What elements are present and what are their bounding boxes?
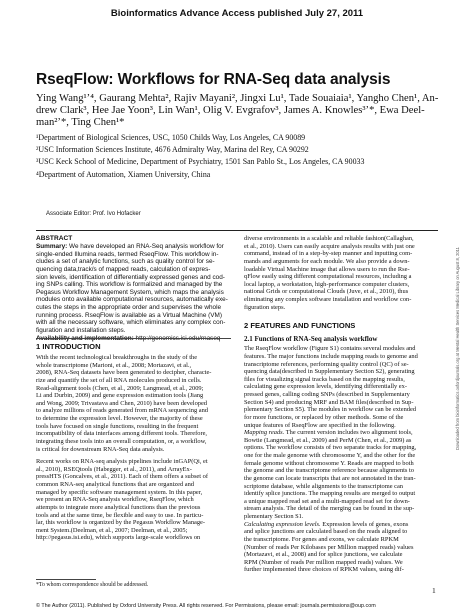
text-line: http://pegasus.isi.edu), which supports large-scale workflows on (36, 534, 201, 542)
copyright-footer: © The Author (2011). Published by Oxford University Press. All rights reserved. For Permissions, please email: journals.permissions@oup.com (36, 603, 376, 609)
text-line: mands and arguments for each module. We also provide a down- (244, 257, 410, 265)
text-line: for more functions, or replaced by other methods. Some of the (244, 413, 404, 421)
text-line: Read-alignment tools (Chen, et al., 2009; Langmead, et al., 2009; (36, 384, 204, 392)
footnote-rule (36, 579, 96, 580)
text-line: rize and quantify the set of all RNA molecules produced in cells. (36, 376, 202, 384)
text-line: to analyze millions of reads generated from mRNA sequencing and (36, 407, 208, 415)
text-line: attempts to integrate more analytical functions than the previous (36, 503, 201, 511)
text-line: (Number of reads Per Kilobases per Million mapped reads) values (244, 543, 414, 551)
text-line: et al., 2010). Users can easily acquire analysis results with just one (244, 242, 415, 250)
text-line: Expression levels of genes, exons (320, 520, 409, 528)
header-rule (36, 230, 438, 231)
abstract-heading: ABSTRACT (36, 235, 73, 242)
text-line: whole transcriptome (Marioni, et al., 2008; Mortazavi, et al., (36, 361, 192, 369)
expression-levels-label: Calculating expression levels. (244, 520, 321, 528)
text-line: transcriptome references, performing quality control (QC) of se- (244, 360, 409, 368)
abstract-line: We have developed an RNA-Seq analysis workflow for (67, 243, 224, 250)
subsection-heading: 2.1 Functions of RNA-Seq analysis workflow (244, 335, 378, 344)
text-line: national Grids or computational Clouds (Juve, et al., 2010), thus (244, 288, 409, 296)
abstract-rule (36, 338, 231, 339)
text-line: one for the male genome with chromosome Y, and the other for the (244, 452, 416, 459)
text-line: Li and Durbin, 2009) and gene expression estimation tools (Jiang (36, 392, 204, 400)
associate-editor: Associate Editor: Prof. Ivo Hofacker (46, 211, 141, 217)
text-line: eliminating any complex software installation and workflow con- (244, 296, 412, 303)
text-line: figuration steps. (244, 303, 286, 311)
text-line: Recent works on RNA-seq analysis pipelines include inGAP(Qi, et (36, 458, 208, 466)
introduction-section (36, 342, 231, 542)
text-line: identify splice junctions. The mapping results are merged to output (244, 490, 416, 498)
text-line: ment System.(Deelman, et al., 2007; Deelman, et al., 2005; (36, 526, 188, 534)
text-line: a unique mapped read set and a multi-mapped read set for down- (244, 497, 410, 505)
availability-link[interactable]: http://genomics.isi.edu/rnaseq (133, 334, 221, 342)
text-line: 2008), RNA-Seq datasets have been generated to decipher, characte- (36, 369, 212, 377)
affiliation: ⁴Department of Automation, Xiamen University, China (36, 170, 211, 179)
text-line: the transcriptome. For genes and exons, we calculate RPKM (244, 535, 399, 543)
text-line: tools and at the same time, be flexible and easy to use. In particu- (36, 511, 204, 519)
text-line: qFlow easily using different computational resources, including a (244, 273, 412, 281)
affiliation: ³USC Keck School of Medicine, Department of Psychiatry, 1501 San Pablo St., Los Angeles, CA 90033 (36, 157, 365, 166)
abstract-line: quencing data,track/s of mapped reads, calculation of expres- (36, 265, 211, 273)
text-line: lar, this workflow is organized by the Pegasus Workflow Manage- (36, 519, 206, 527)
abstract-box (36, 235, 231, 342)
download-notice: Downloaded from bioinformatics.oxfordjournals.org at Mental Health Services Medical Library on August 8, 2011 (455, 247, 460, 450)
text-line: stream analysis. The detail of the merging can be found in the sup- (244, 505, 415, 513)
abstract-line: modules onto available computational resources, automatically exe- (36, 296, 228, 304)
author-line: man²ʼ*, Ting Chen¹* (36, 117, 125, 129)
text-line: The current version includes two alignment tools, (284, 429, 413, 437)
text-line: the genome can locate transcripts that are not annotated in the tran- (244, 474, 416, 482)
features-paragraph (244, 345, 441, 574)
text-line: features. The major functions include mapping reads to genome and (244, 352, 418, 360)
text-line: loadable Virtual Machine image that allows users to run the Rse- (244, 265, 410, 273)
text-line: tools have focused on single functions, resulting in the frequent (36, 422, 199, 430)
abstract-line: cutes the steps in the appropriate order and supervises the whole (36, 304, 222, 311)
text-line: Bowtie (Langmead, et al., 2009) and PerM (Chen, et al., 2009) as (244, 436, 412, 444)
author-list (36, 93, 444, 130)
text-line: (Mortazavi, et al., 2008) and for splice junctions, we calculate (244, 551, 403, 559)
text-line: to determine the expression level. However, the majority of these (36, 415, 203, 422)
text-line: options. The workflow consists of two separate tracks for mapping, (244, 444, 417, 452)
section-heading: 2 FEATURES AND FUNCTIONS (244, 321, 356, 331)
text-line: RPM (Number of reads Per million mapped reads) values. We (244, 558, 403, 566)
text-line: further implemented three choices of RPKM values, using dif- (244, 566, 404, 574)
abstract-line: single-ended Illumina reads, termed RseqFlow. This workflow in- (36, 250, 219, 258)
footnote: *To whom correspondence should be addressed. (36, 582, 149, 588)
text-line: Section S4) and producing MRF and BAM files(described in Sup- (244, 398, 414, 406)
text-line: female genome without chromosome Y. Reads are mapped to both (244, 459, 414, 467)
summary-label: Summary: (36, 243, 68, 250)
text-line: command, instead of in a step-by-step manner and inputting com- (244, 250, 413, 258)
text-line: we present an RNA-Seq analysis workflow, RseqFlow, which (36, 496, 194, 504)
download-sidebar (455, 190, 463, 450)
abstract-body (36, 243, 231, 342)
abstract-line: figuration and installation steps. (36, 326, 126, 334)
text-line: plementary Section S5). The modules in workflow can be extended (244, 406, 417, 414)
text-line: pressed genes, calling coding SNPs (described in Supplementary (244, 391, 410, 398)
text-line: al., 2010), RSEQtools (Habegger, et al., 2011), and ArrayEx- (36, 465, 192, 473)
intro-paragraph-1 (36, 354, 231, 453)
abstract-line: with all the necessary software, which eliminates any complex con- (36, 319, 226, 327)
text-line: common RNA-seq analytical functions that are organized and (36, 481, 194, 488)
abstract-line: sion levels, identification of differentially expressed genes and cod- (36, 273, 225, 281)
text-line: incompatibility of data interfaces among different tools. Therefore, (36, 430, 208, 438)
text-line: unique features of RseqFlow are specified in the following. (244, 421, 396, 429)
text-line: The RseqFlow workflow (Figure S1) contains several modules and (244, 345, 416, 353)
page-number: 1 (432, 586, 436, 595)
text-line: calculating gene expression levels, identifying differentially ex- (244, 383, 407, 391)
intro-continued (244, 235, 441, 311)
text-line: plementary Section S1. (244, 513, 304, 520)
text-line: scriptome database, while alignments to the transcriptome can (244, 482, 404, 490)
text-line: diverse environments in a scalable and reliable fashion(Callaghan, (244, 235, 414, 242)
availability-label: Availability and implementation: (36, 334, 134, 342)
text-line: the genome and the transcriptome reference because alignments to (244, 467, 414, 475)
intro-paragraph-2 (36, 458, 231, 542)
text-line: local laptop, a workstation, high-performance computer clusters, (244, 280, 410, 288)
journal-header: Bioinformatics Advance Access published July 27, 2011 (110, 8, 364, 19)
text-line: files for visualizing signal tracks based on the mapping results, (244, 375, 405, 383)
text-line: managed by specific software management system. In this paper, (36, 488, 203, 496)
text-line: With the recent technological breakthroughs in the study of the (36, 354, 198, 361)
abstract-line: cludes a set of analytic functions, such as quality control for se- (36, 258, 215, 266)
author-line: drew Clark³, Hee Jae Yoon³, Lin Wan¹, Olig V. Evgrafov³, James A. Knowles³ʼ*, Ewa Deel- (36, 105, 425, 117)
text-line: quencing data(described in Supplementary Section S2), generating (244, 368, 415, 376)
text-line: is critical for downstream RNA-Seq data analysis. (36, 445, 165, 453)
affiliation: ¹Department of Biological Sciences, USC, 1050 Childs Way, Los Angeles, CA 90089 (36, 133, 306, 142)
affiliation: ²USC Information Sciences Institute, 4676 Admiralty Way, Marina del Rey, CA 90292 (36, 145, 309, 154)
text-line: integrating these tools into an overall computation, or, a workflow, (36, 437, 207, 445)
abstract-line: ing SNPs calling. This workflow is formalized and managed by the (36, 281, 223, 289)
text-line: and Wong, 2009; Trivastava and Chen, 2010) have been developed (36, 399, 207, 407)
text-line: and splice junctions are calculated based on the reads aligned to (244, 528, 408, 536)
text-line: pressHTS (Goncalves, et al., 2011). Each of them offers a subset of (36, 473, 208, 481)
right-column (244, 235, 441, 574)
paper-title: RseqFlow: Workflows for RNA-Seq data analysis (36, 71, 391, 88)
author-line: Ying Wang¹ʼ⁴, Gaurang Mehta², Rajiv Mayani², Jingxi Lu¹, Tade Souaiaia¹, Yangho Chen¹, An- (36, 93, 439, 104)
section-heading: 1 INTRODUCTION (36, 342, 101, 351)
abstract-line: Pegasus Workflow Management System, which maps the analysis (36, 288, 224, 296)
mapping-reads-label: Mapping reads. (244, 429, 285, 437)
abstract-line: running process. RseqFlow is available as a Virtual Machine (VM) (36, 311, 223, 319)
